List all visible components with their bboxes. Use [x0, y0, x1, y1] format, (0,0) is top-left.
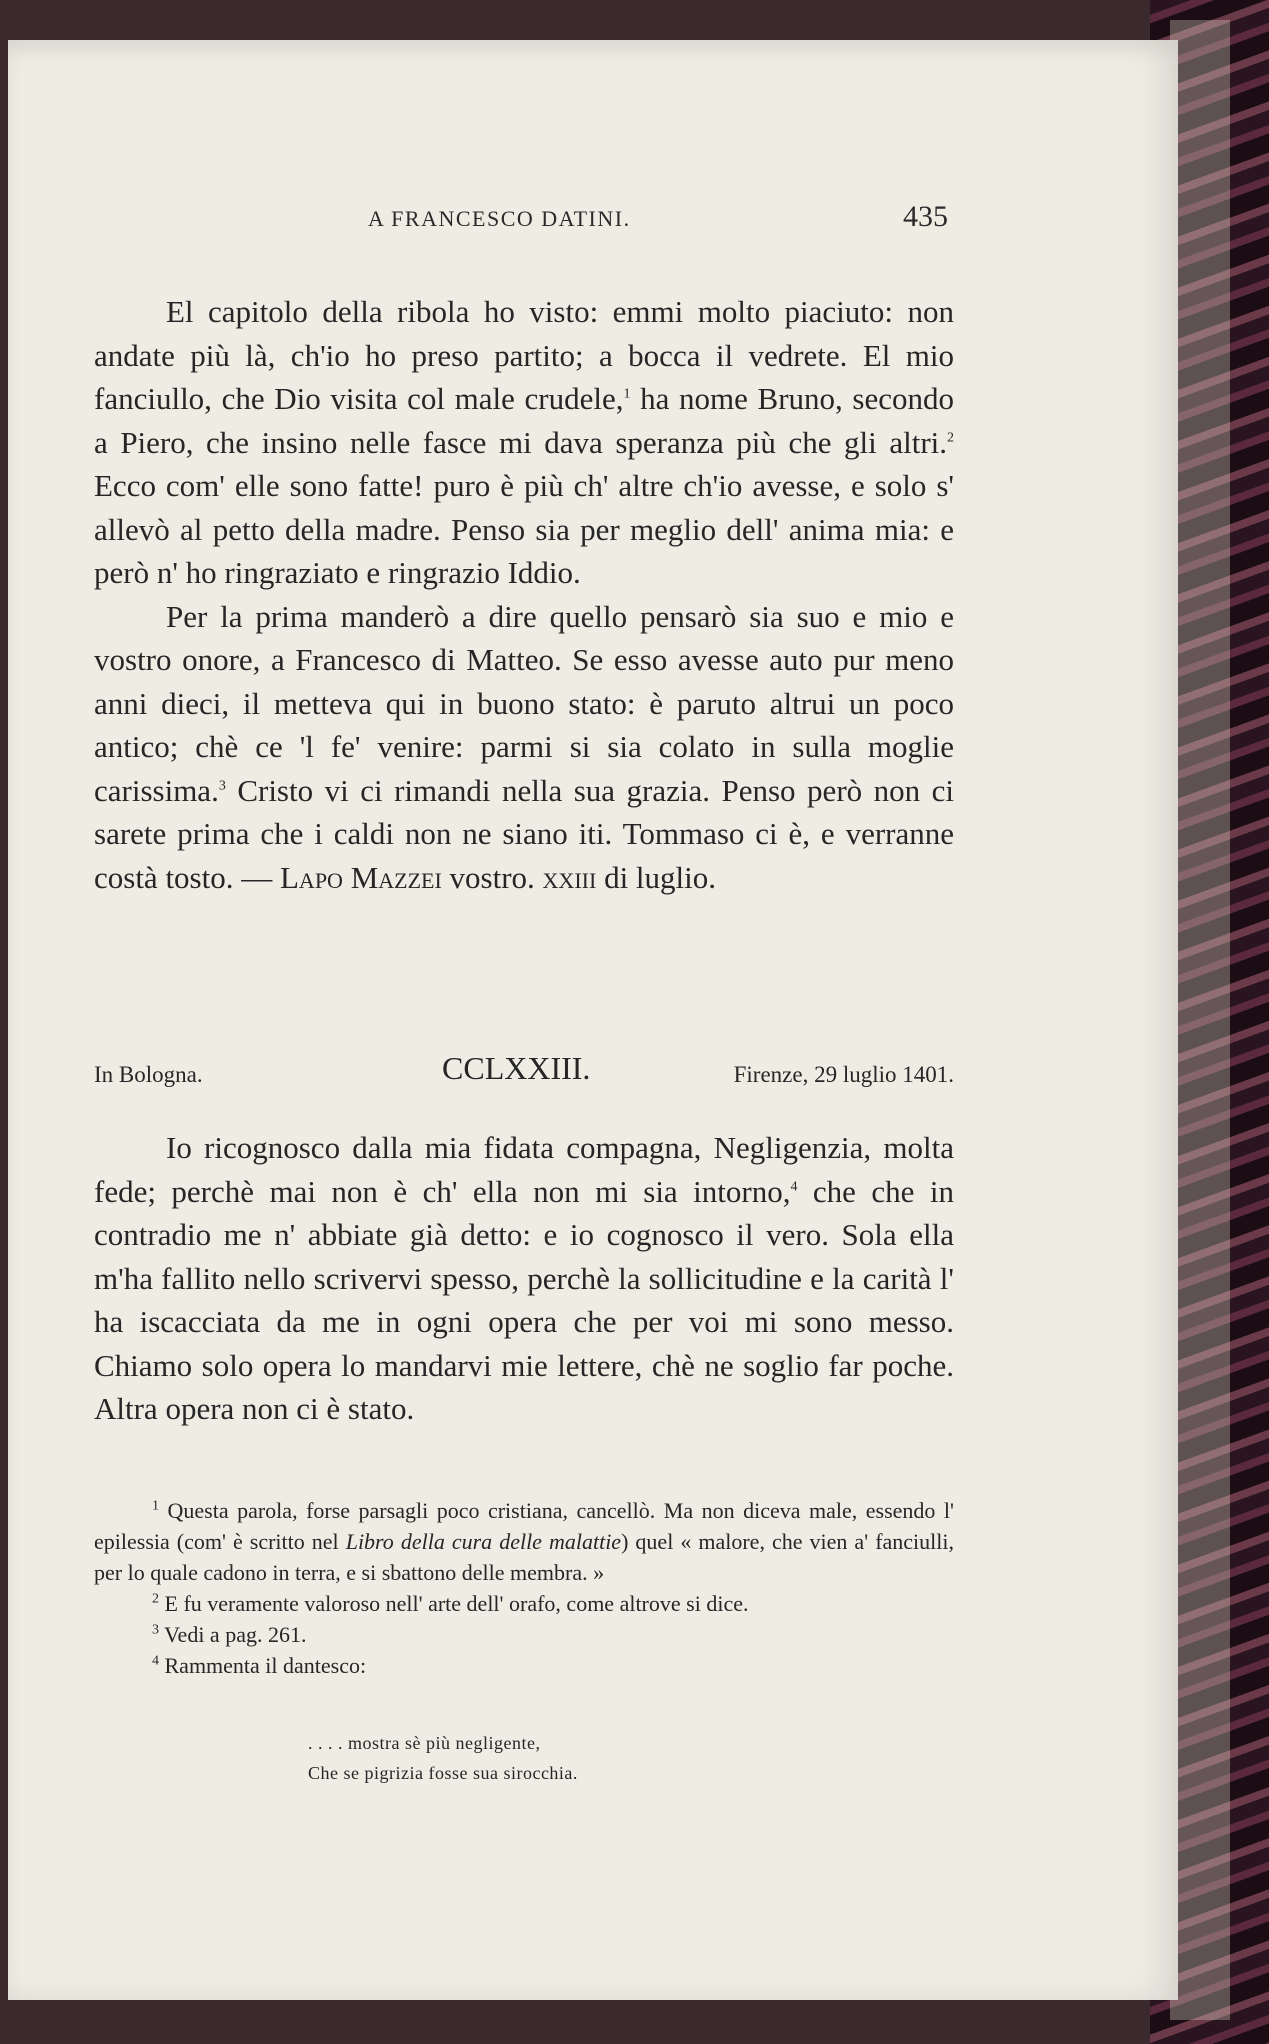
footnote-ref[interactable]: 2: [947, 430, 954, 446]
footnotes: [94, 1495, 954, 1681]
date-roman: xxiii: [542, 859, 597, 895]
footnote-ref[interactable]: 4: [790, 1179, 798, 1195]
paragraph: Io ricognosco dalla mia fidata compagna, Negligenzia, molta fede; perchè mai non è ch' ella non mi sia intorno,$^4$ che che in contradio me n' abbiate già detto: e io cognosco il vero. Sola ella m'ha fallito nello scrivervi spesso, perchè la sollicitudine e la carità l' ha iscacciata da me in ogni opera che per voi mi sono messo. Chiamo solo opera lo mandarvi mie lettere, chè ne soglio far poche. Altra opera non ci è stato.: [94, 1130, 954, 1426]
book-page: [8, 40, 1178, 2000]
footnote-1: $^1$ Questa parola, forse parsagli poco cristiana, cancellò. Ma non diceva male, essendo l' epilessia (com' è scritto nel Libro della cura delle malattie) quel « malore, che vien a' fanciulli, per lo quale cadono in terra, e si sbattono delle membra. »: [94, 1498, 954, 1585]
running-title: A FRANCESCO DATINI.: [368, 206, 631, 231]
binding-cloth: [1170, 20, 1230, 2020]
running-head: [88, 200, 948, 240]
footnote-ref[interactable]: 1: [623, 386, 631, 402]
letter-body: [94, 1126, 954, 1431]
letter-header: [94, 1050, 954, 1100]
verse-quote: [308, 1728, 578, 1788]
letter-address: In Bologna.: [94, 1062, 203, 1087]
verse-line: . . . . mostra sè più negligente,: [308, 1733, 541, 1753]
page-number: 435: [903, 200, 948, 233]
footnote-3: $^3$ Vedi a pag. 261.: [152, 1622, 307, 1647]
paragraph: Per la prima manderò a dire quello pensarò sia suo e mio e vostro onore, a Francesco di Matteo. Se esso avesse auto pur meno anni dieci, il metteva qui in buono stato: è paruto altrui un poco antico; chè ce 'l fe' venire: parmi si sia colato in sulla moglie carissima.$^3$ Cristo vi ci rimandi nella sua grazia. Penso però non ci sarete prima che i caldi non ne siano iti. Tommaso ci è, e verranne costà tosto. — Lapo Mazzei vostro. xxiii di luglio.: [94, 598, 954, 895]
verse-line: Che se pigrizia fosse sua sirocchia.: [308, 1763, 578, 1783]
letter-number: CCLXXIII.: [442, 1050, 591, 1086]
footnote-ref[interactable]: 3: [218, 778, 226, 794]
letter-place-date: Firenze, 29 luglio 1401.: [733, 1062, 954, 1087]
footnote-2: $^2$ E fu veramente valoroso nell' arte dell' orafo, come altrove si dice.: [152, 1591, 749, 1616]
paragraph: El capitolo della ribola ho visto: emmi molto piaciuto: non andate più là, ch'io ho preso partito; a bocca il vedrete. El mio fanciullo, che Dio visita col male crudele,$^1$ ha nome Bruno, secondo a Piero, che insino nelle fasce mi dava speranza più che gli altri.$^2$ Ecco com' elle sono fatte! puro è più ch' altre ch'io avesse, e solo s' allevò al petto della madre. Penso sia per meglio dell' anima mia: e però n' ho ringraziato e ringrazio Iddio.: [94, 294, 954, 590]
previous-letter-end: [94, 290, 954, 899]
footnote-4: $^4$ Rammenta il dantesco:: [152, 1653, 367, 1678]
signature: Lapo Mazzei: [280, 859, 442, 895]
